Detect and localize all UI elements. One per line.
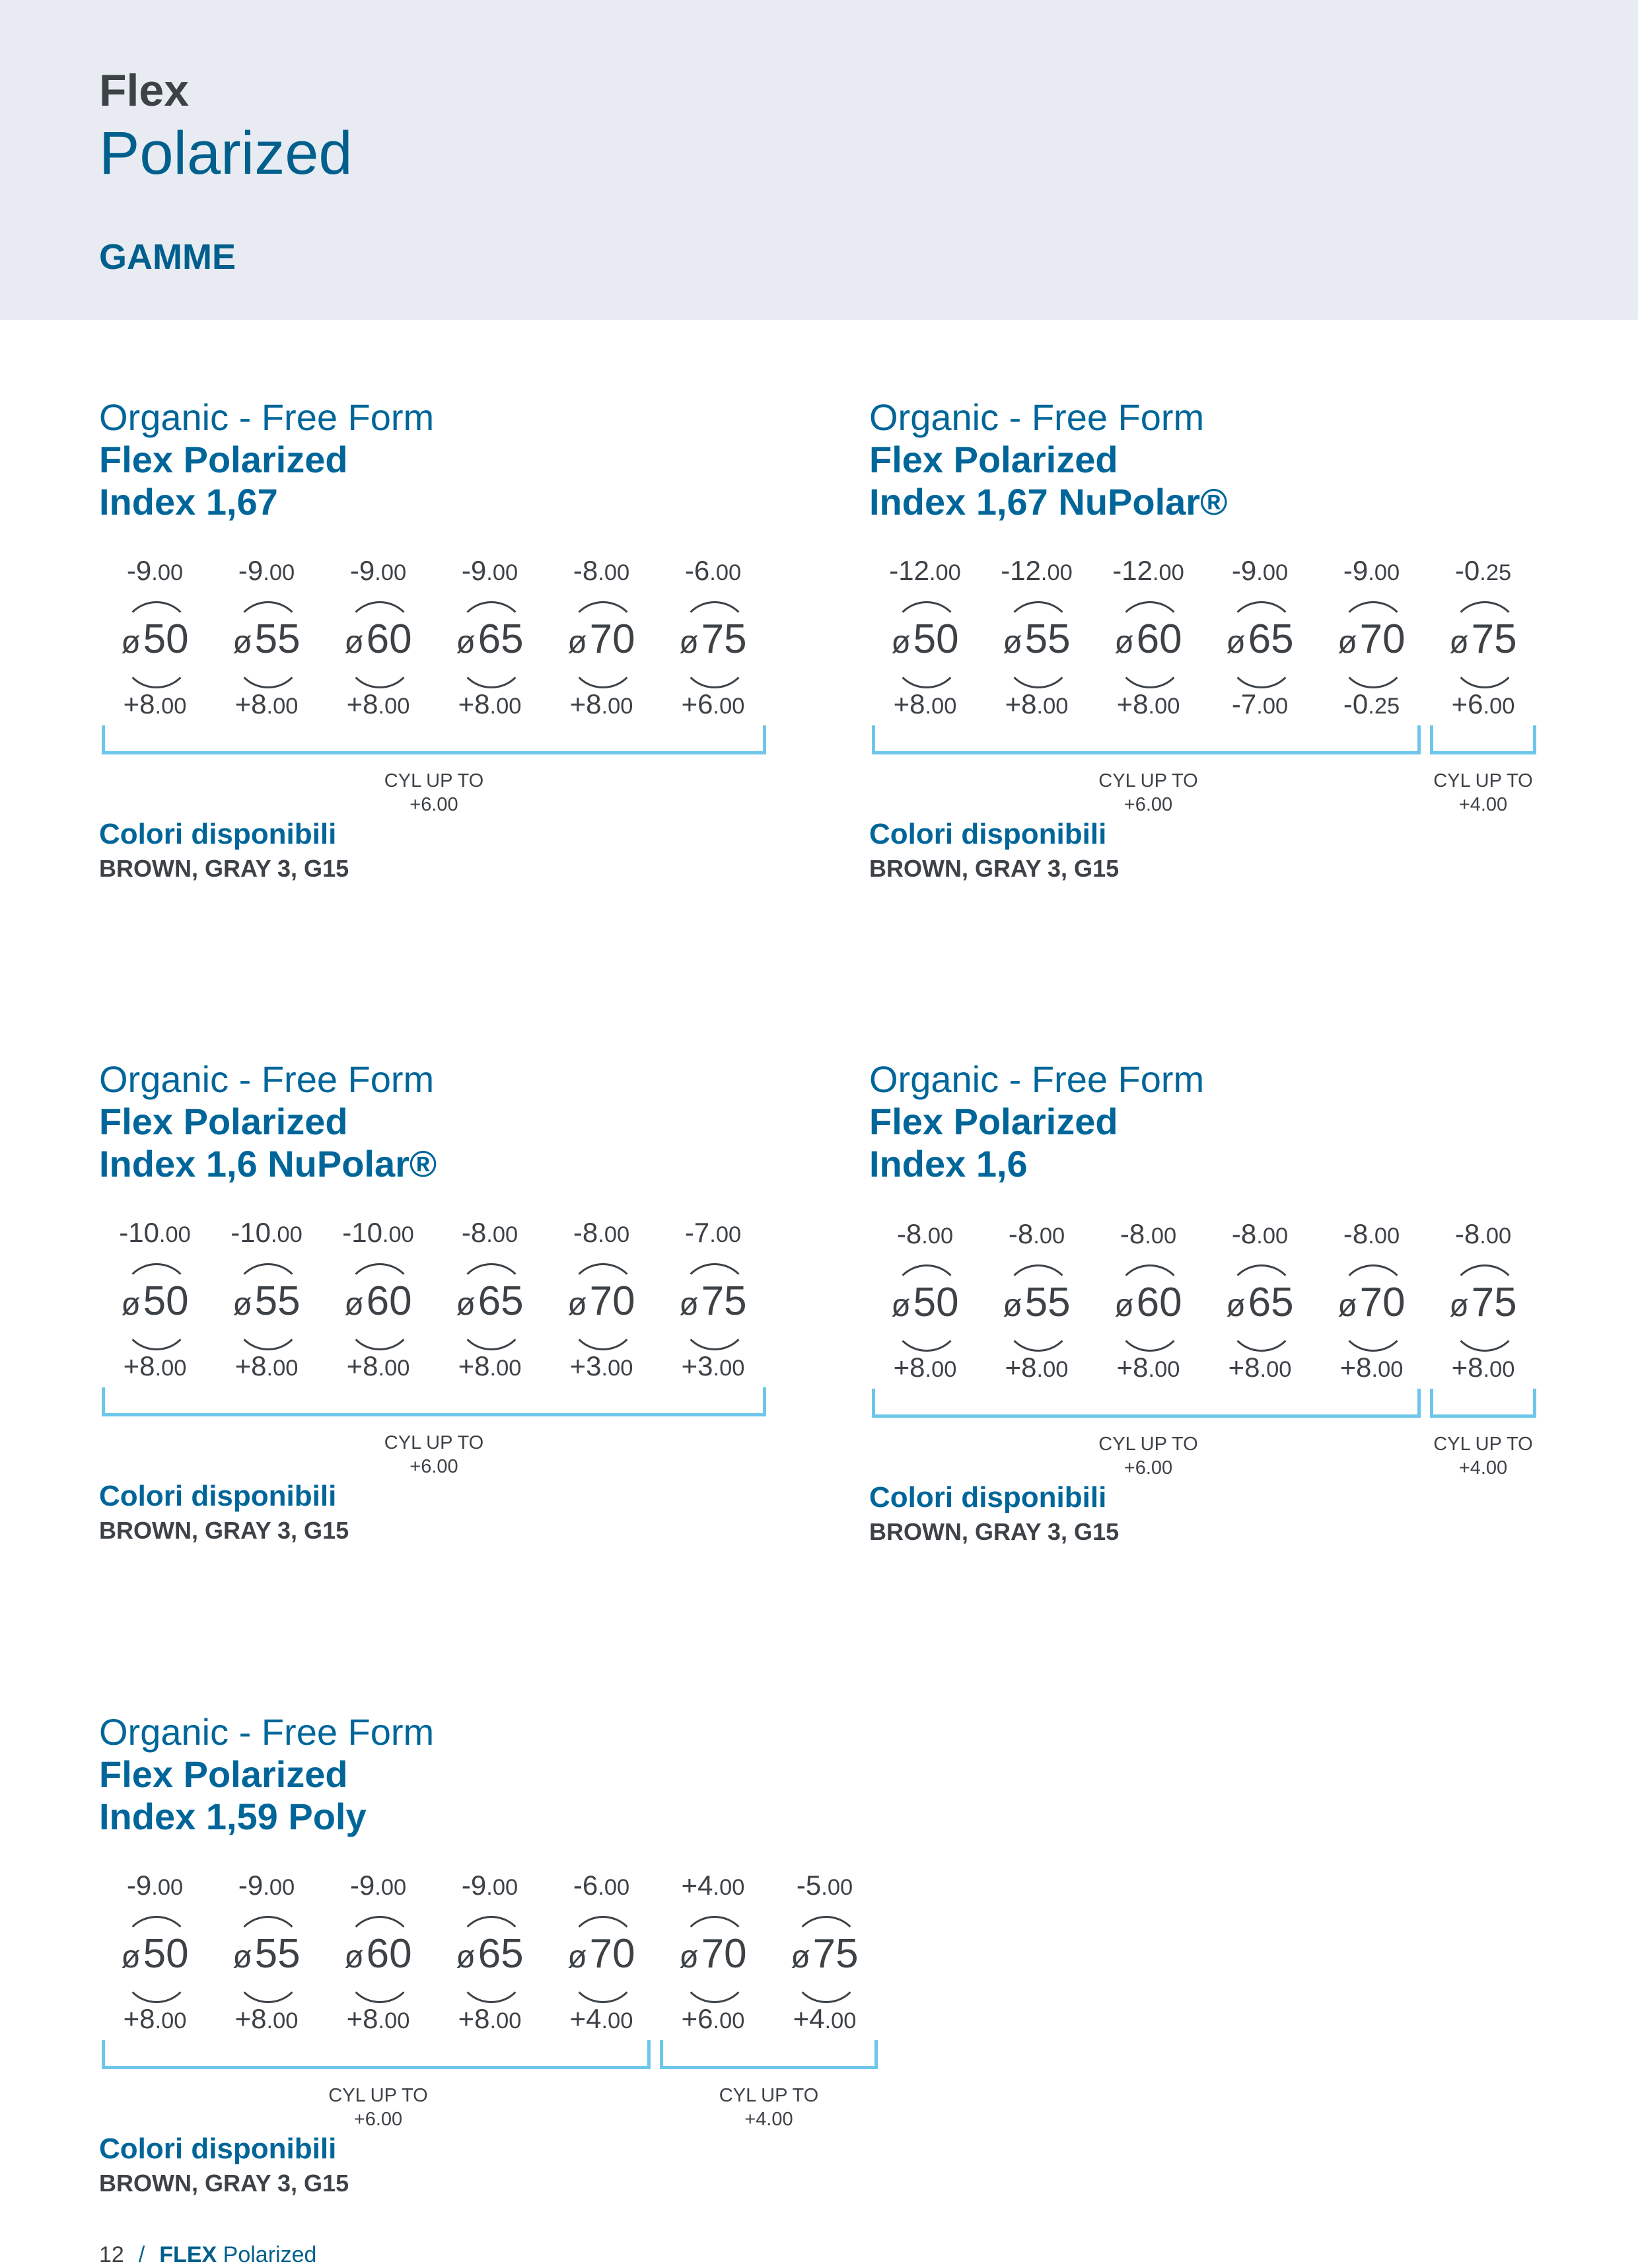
- min-power-value: -9.00: [238, 1870, 295, 1901]
- product-line: Flex Polarized: [99, 439, 348, 480]
- diameter-size: [1427, 1276, 1539, 1333]
- min-power-value: -0.25: [1454, 555, 1512, 586]
- max-power-value: +8.00: [893, 1352, 957, 1383]
- max-power-value: +8.00: [123, 2003, 187, 2034]
- cyl-label-value: +4.00: [1458, 794, 1508, 815]
- diameter-cell: [1092, 555, 1204, 727]
- max-power-value: +8.00: [1005, 688, 1069, 719]
- cyl-label: [102, 2084, 655, 2131]
- product-index: Index 1,67 NuPolar®: [869, 481, 1228, 523]
- min-power-value: -8.00: [1343, 1218, 1400, 1249]
- max-power-value: +8.00: [569, 688, 633, 719]
- diameter-symbol: ø: [344, 1940, 364, 1975]
- max-power-value: +8.00: [893, 688, 957, 719]
- cyl-label-text: CYL UP TO: [719, 2085, 819, 2106]
- product-block: [99, 396, 839, 523]
- diameter-symbol: ø: [1003, 1288, 1022, 1323]
- max-power-value: +6.00: [681, 688, 745, 719]
- diameter-size: [869, 613, 981, 669]
- footer-brand: FLEX: [159, 2242, 217, 2267]
- cyl-range-bracket: [102, 2040, 651, 2069]
- colors-label: Colori disponibili: [99, 818, 337, 850]
- product-category: Organic - Free Form: [99, 1711, 435, 1753]
- diameter-size-value: 60: [1136, 1280, 1182, 1325]
- diameter-size: [211, 1928, 322, 1984]
- max-power-value: -0.25: [1343, 688, 1400, 719]
- cyl-label-value: +6.00: [410, 794, 458, 815]
- diameter-cell: [981, 1218, 1092, 1390]
- diameter-size: [211, 613, 322, 669]
- min-power-value: -9.00: [126, 555, 184, 586]
- max-power-value: +6.00: [681, 2003, 745, 2034]
- max-power-value: +8.00: [1116, 1352, 1180, 1383]
- diameter-cell: [1092, 1218, 1204, 1390]
- colors-value: BROWN, GRAY 3, G15: [869, 855, 1120, 882]
- diameter-cell: [546, 555, 657, 727]
- diameter-size-value: 60: [366, 1931, 412, 1977]
- cyl-label-text: CYL UP TO: [1433, 770, 1533, 791]
- diameter-size: [657, 1928, 769, 1984]
- diameter-symbol: ø: [891, 625, 911, 660]
- diameter-cell: [1204, 1218, 1316, 1390]
- cyl-label-value: +4.00: [744, 2109, 793, 2130]
- diameter-symbol: ø: [121, 1287, 141, 1322]
- max-power-value: +8.00: [346, 2003, 410, 2034]
- diameter-size: [657, 1275, 769, 1331]
- diameter-symbol: ø: [567, 1287, 587, 1322]
- footer-separator: /: [138, 2242, 145, 2267]
- product-index: Index 1,59 Poly: [99, 1796, 367, 1837]
- diameter-size: [769, 1928, 880, 1984]
- colors-value: BROWN, GRAY 3, G15: [99, 2170, 349, 2197]
- min-power-value: -10.00: [231, 1217, 303, 1248]
- colors-value: BROWN, GRAY 3, G15: [99, 855, 349, 882]
- diameter-size-value: 65: [1248, 1280, 1294, 1325]
- diameter-size: [657, 613, 769, 669]
- diameter-size-value: 50: [143, 1278, 189, 1324]
- product-category: Organic - Free Form: [99, 1058, 435, 1100]
- diameter-size-value: 60: [1136, 616, 1182, 662]
- diameter-size: [99, 613, 211, 669]
- min-power-value: -10.00: [342, 1217, 414, 1248]
- cyl-label: [1430, 1432, 1536, 1480]
- max-power-value: +3.00: [681, 1350, 745, 1381]
- diameter-cell: [99, 1217, 211, 1389]
- diameter-symbol: ø: [567, 625, 587, 660]
- diameter-size: [322, 1275, 434, 1331]
- min-power-value: -8.00: [461, 1217, 518, 1248]
- min-power-value: -8.00: [573, 1217, 630, 1248]
- diameter-symbol: ø: [1337, 625, 1357, 660]
- colors-label: Colori disponibili: [869, 818, 1107, 850]
- max-power-value: -7.00: [1231, 688, 1289, 719]
- diameter-symbol: ø: [567, 1940, 587, 1975]
- diameter-size-value: 70: [1359, 1280, 1406, 1325]
- min-power-value: -5.00: [796, 1870, 853, 1901]
- brand-title: Flex: [99, 65, 190, 116]
- diameter-size: [434, 1275, 546, 1331]
- max-power-value: +6.00: [1451, 688, 1515, 719]
- min-power-value: -12.00: [889, 555, 961, 586]
- max-power-value: +8.00: [1005, 1352, 1069, 1383]
- product-block: [99, 1711, 839, 1838]
- min-power-value: -9.00: [238, 555, 295, 586]
- diameter-cell: [1204, 555, 1316, 727]
- diameter-size-value: 70: [589, 1278, 635, 1324]
- cyl-label-value: +6.00: [1123, 1457, 1173, 1479]
- cyl-range-bracket: [872, 1389, 1421, 1418]
- diameter-cell: [657, 555, 769, 727]
- max-power-value: +8.00: [458, 688, 522, 719]
- diameter-size-value: 70: [1359, 616, 1406, 662]
- diameter-size-value: 55: [1024, 616, 1071, 662]
- min-power-value: -8.00: [1231, 1218, 1289, 1249]
- max-power-value: +8.00: [1451, 1352, 1515, 1383]
- max-power-value: +8.00: [234, 688, 299, 719]
- product-index: Index 1,6 NuPolar®: [99, 1143, 437, 1185]
- diameter-symbol: ø: [232, 1940, 252, 1975]
- product-index: Index 1,6: [869, 1143, 1028, 1185]
- max-power-value: +8.00: [1116, 688, 1180, 719]
- diameter-size: [322, 613, 434, 669]
- diameter-symbol: ø: [1337, 1288, 1357, 1323]
- min-power-value: -9.00: [349, 1870, 407, 1901]
- diameter-size-value: 75: [1471, 616, 1517, 662]
- colors-label: Colori disponibili: [99, 2133, 337, 2165]
- diameter-cell: [869, 1218, 981, 1390]
- diameter-symbol: ø: [456, 1940, 476, 1975]
- footer-label: Polarized: [223, 2242, 317, 2267]
- diameter-symbol: ø: [1449, 1288, 1469, 1323]
- min-power-value: -12.00: [1112, 555, 1184, 586]
- max-power-value: +8.00: [1339, 1352, 1404, 1383]
- diameter-cell: [1316, 555, 1427, 727]
- diameter-cell: [657, 1870, 769, 2041]
- diameter-symbol: ø: [679, 625, 699, 660]
- diameter-size: [1316, 613, 1427, 669]
- product-category: Organic - Free Form: [869, 1058, 1205, 1100]
- min-power-value: -8.00: [1454, 1218, 1512, 1249]
- diameter-size-value: 75: [1471, 1280, 1517, 1325]
- max-power-value: +8.00: [234, 2003, 299, 2034]
- diameter-symbol: ø: [1114, 625, 1134, 660]
- product-category: Organic - Free Form: [869, 396, 1205, 438]
- min-power-value: -9.00: [349, 555, 407, 586]
- max-power-value: +8.00: [1228, 1352, 1292, 1383]
- diameter-size: [1092, 1276, 1204, 1333]
- diameter-size-value: 50: [913, 1280, 959, 1325]
- diameter-size: [434, 613, 546, 669]
- header-band: [0, 0, 1638, 320]
- diameter-size: [546, 1928, 657, 1984]
- diameter-size-value: 70: [589, 1931, 635, 1977]
- colors-label: Colori disponibili: [99, 1480, 337, 1512]
- diameter-size: [1427, 613, 1539, 669]
- diameter-cell: [322, 555, 434, 727]
- diameter-size-value: 50: [913, 616, 959, 662]
- colors-value: BROWN, GRAY 3, G15: [869, 1518, 1120, 1545]
- diameter-symbol: ø: [232, 625, 252, 660]
- diameter-size: [99, 1275, 211, 1331]
- cyl-label: [872, 769, 1425, 817]
- diameter-cell: [211, 1870, 322, 2041]
- diameter-size-value: 65: [478, 1931, 524, 1977]
- product-line: Flex Polarized: [99, 1753, 348, 1795]
- min-power-value: -7.00: [684, 1217, 742, 1248]
- diameter-symbol: ø: [1003, 625, 1022, 660]
- diameter-cell: [99, 1870, 211, 2041]
- page-number: 12: [99, 2242, 124, 2267]
- colors-value: BROWN, GRAY 3, G15: [99, 1517, 349, 1544]
- diameter-size-value: 55: [1024, 1280, 1071, 1325]
- diameter-size-value: 65: [478, 1278, 524, 1324]
- cyl-label-text: CYL UP TO: [1098, 1434, 1198, 1455]
- diameter-cell: [434, 555, 546, 727]
- diameter-cell: [546, 1870, 657, 2041]
- product-block: [99, 1058, 839, 1185]
- max-power-value: +3.00: [569, 1350, 633, 1381]
- cyl-label-value: +6.00: [410, 1456, 458, 1477]
- diameter-symbol: ø: [456, 625, 476, 660]
- diameter-cell: [434, 1217, 546, 1389]
- product-block: [869, 1058, 1609, 1185]
- cyl-label: [660, 2084, 878, 2131]
- min-power-value: -6.00: [573, 1870, 630, 1901]
- product-line: Flex Polarized: [869, 1101, 1118, 1142]
- diameter-symbol: ø: [1449, 625, 1469, 660]
- diameter-cell: [434, 1870, 546, 2041]
- diameter-size: [546, 613, 657, 669]
- diameter-cell: [99, 555, 211, 727]
- diameter-size-value: 60: [366, 616, 412, 662]
- cyl-label-value: +6.00: [353, 2109, 403, 2130]
- diameter-symbol: ø: [679, 1940, 699, 1975]
- diameter-symbol: ø: [456, 1287, 476, 1322]
- diameter-cell: [869, 555, 981, 727]
- diameter-symbol: ø: [679, 1287, 699, 1322]
- max-power-value: +8.00: [234, 1350, 299, 1381]
- diameter-cell: [769, 1870, 880, 2041]
- max-power-value: +8.00: [346, 1350, 410, 1381]
- diameter-symbol: ø: [891, 1288, 911, 1323]
- diameter-size-value: 65: [478, 616, 524, 662]
- page-footer: [99, 2242, 316, 2268]
- max-power-value: +8.00: [123, 688, 187, 719]
- max-power-value: +4.00: [793, 2003, 857, 2034]
- cyl-label-text: CYL UP TO: [1433, 1434, 1533, 1455]
- diameter-size-value: 55: [254, 616, 301, 662]
- max-power-value: +8.00: [346, 688, 410, 719]
- cyl-label: [872, 1432, 1425, 1480]
- diameter-size-value: 70: [589, 616, 635, 662]
- max-power-value: +4.00: [569, 2003, 633, 2034]
- min-power-value: -10.00: [119, 1217, 191, 1248]
- cyl-label-value: +6.00: [1123, 794, 1173, 815]
- diameter-size-value: 55: [254, 1931, 301, 1977]
- diameter-size: [1204, 613, 1316, 669]
- cyl-range-bracket: [102, 725, 766, 754]
- diameter-size: [981, 613, 1092, 669]
- min-power-value: -9.00: [461, 1870, 518, 1901]
- diameter-size-value: 75: [701, 616, 747, 662]
- diameter-size: [869, 1276, 981, 1333]
- min-power-value: -8.00: [573, 555, 630, 586]
- min-power-value: -9.00: [461, 555, 518, 586]
- min-power-value: -8.00: [896, 1218, 954, 1249]
- diameter-size-value: 55: [254, 1278, 301, 1324]
- max-power-value: +8.00: [123, 1350, 187, 1381]
- product-index: Index 1,67: [99, 481, 278, 523]
- max-power-value: +8.00: [458, 1350, 522, 1381]
- diameter-cell: [211, 555, 322, 727]
- max-power-value: +8.00: [458, 2003, 522, 2034]
- diameter-size: [211, 1275, 322, 1331]
- product-block: [869, 396, 1609, 523]
- brand-subtitle: Polarized: [99, 120, 353, 187]
- diameter-size-value: 70: [701, 1931, 747, 1977]
- diameter-cell: [1427, 1218, 1539, 1390]
- diameter-size: [546, 1275, 657, 1331]
- diameter-size: [99, 1928, 211, 1984]
- cyl-range-bracket: [660, 2040, 878, 2069]
- min-power-value: -9.00: [1231, 555, 1289, 586]
- diameter-cell: [546, 1217, 657, 1389]
- diameter-size-value: 75: [701, 1278, 747, 1324]
- colors-label: Colori disponibili: [869, 1481, 1107, 1514]
- cyl-label: [102, 1431, 766, 1479]
- diameter-cell: [981, 555, 1092, 727]
- diameter-symbol: ø: [1226, 625, 1246, 660]
- cyl-label: [1430, 769, 1536, 817]
- diameter-symbol: ø: [344, 1287, 364, 1322]
- min-power-value: -12.00: [1001, 555, 1073, 586]
- cyl-label-value: +4.00: [1458, 1457, 1508, 1479]
- diameter-symbol: ø: [121, 625, 141, 660]
- diameter-cell: [1427, 555, 1539, 727]
- cyl-label: [102, 769, 766, 817]
- diameter-cell: [322, 1870, 434, 2041]
- diameter-size: [322, 1928, 434, 1984]
- diameter-symbol: ø: [121, 1940, 141, 1975]
- cyl-label-text: CYL UP TO: [384, 1432, 484, 1453]
- cyl-label-text: CYL UP TO: [384, 770, 484, 791]
- diameter-size: [1316, 1276, 1427, 1333]
- diameter-size: [981, 1276, 1092, 1333]
- product-line: Flex Polarized: [99, 1101, 348, 1142]
- min-power-value: -9.00: [1343, 555, 1400, 586]
- diameter-size: [1204, 1276, 1316, 1333]
- cyl-range-bracket: [1430, 725, 1536, 754]
- cyl-range-bracket: [872, 725, 1421, 754]
- diameter-size: [1092, 613, 1204, 669]
- diameter-symbol: ø: [1114, 1288, 1134, 1323]
- cyl-label-text: CYL UP TO: [328, 2085, 428, 2106]
- section-label: GAMME: [99, 237, 236, 277]
- diameter-symbol: ø: [344, 625, 364, 660]
- diameter-cell: [1316, 1218, 1427, 1390]
- diameter-cell: [211, 1217, 322, 1389]
- diameter-cell: [322, 1217, 434, 1389]
- cyl-range-bracket: [1430, 1389, 1536, 1418]
- min-power-value: -9.00: [126, 1870, 184, 1901]
- min-power-value: -8.00: [1008, 1218, 1065, 1249]
- diameter-symbol: ø: [232, 1287, 252, 1322]
- diameter-size-value: 60: [366, 1278, 412, 1324]
- diameter-size-value: 65: [1248, 616, 1294, 662]
- diameter-size-value: 75: [812, 1931, 859, 1977]
- diameter-cell: [657, 1217, 769, 1389]
- diameter-size: [434, 1928, 546, 1984]
- cyl-range-bracket: [102, 1387, 766, 1416]
- min-power-value: -6.00: [684, 555, 742, 586]
- diameter-size-value: 50: [143, 616, 189, 662]
- diameter-symbol: ø: [1226, 1288, 1246, 1323]
- product-category: Organic - Free Form: [99, 396, 435, 438]
- diameter-symbol: ø: [791, 1940, 810, 1975]
- cyl-label-text: CYL UP TO: [1098, 770, 1198, 791]
- product-line: Flex Polarized: [869, 439, 1118, 480]
- min-power-value: -8.00: [1120, 1218, 1177, 1249]
- diameter-size-value: 50: [143, 1931, 189, 1977]
- min-power-value: +4.00: [681, 1870, 745, 1901]
